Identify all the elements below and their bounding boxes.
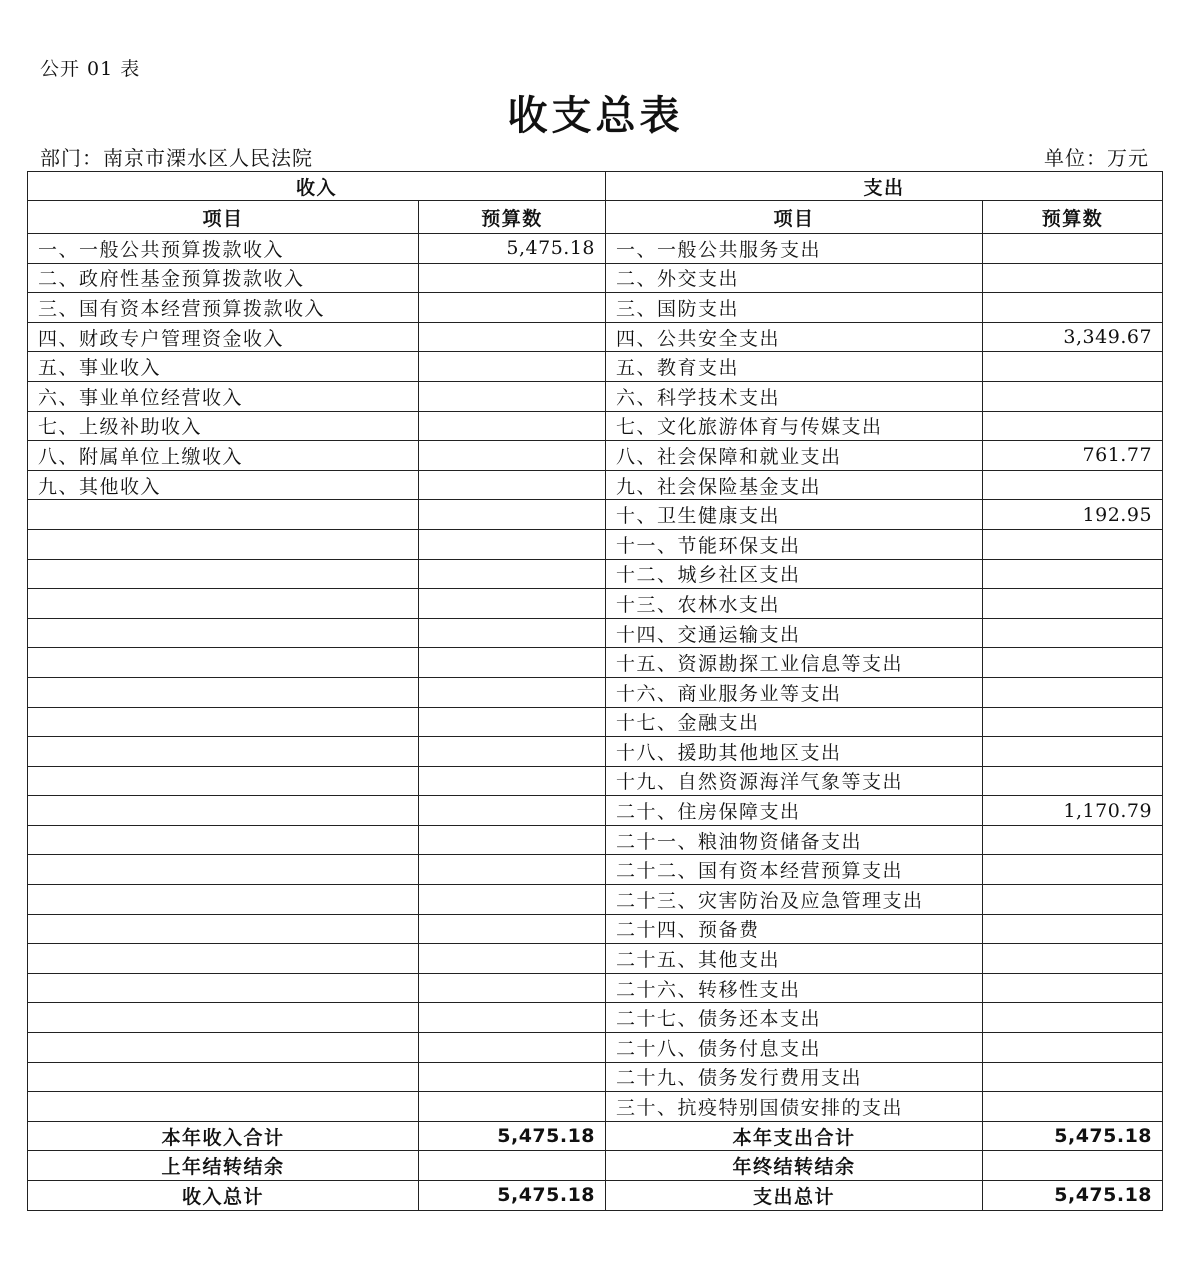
expense-item-cell: 二十四、预备费 — [606, 914, 983, 944]
table-row — [28, 470, 1163, 500]
expense-item-cell: 二十、住房保障支出 — [606, 796, 983, 826]
column-header-row — [28, 201, 1163, 234]
expense-item-cell: 八、社会保障和就业支出 — [606, 441, 983, 471]
expense-value-cell — [983, 263, 1163, 293]
income-value-cell — [419, 1092, 606, 1122]
income-item-cell — [28, 737, 419, 767]
expense-item-cell: 二、外交支出 — [606, 263, 983, 293]
expense-item-cell: 十五、资源勘探工业信息等支出 — [606, 648, 983, 678]
expense-value-cell — [983, 855, 1163, 885]
expense-value-cell — [983, 677, 1163, 707]
expense-item-header: 项目 — [606, 201, 983, 234]
total-row — [28, 1121, 1163, 1151]
expense-item-cell: 二十七、债务还本支出 — [606, 1003, 983, 1033]
income-value-cell — [419, 293, 606, 323]
income-item-cell — [28, 855, 419, 885]
expense-item-cell: 十三、农林水支出 — [606, 589, 983, 619]
table-row — [28, 589, 1163, 619]
table-row — [28, 322, 1163, 352]
total-row — [28, 1151, 1163, 1181]
expense-item-cell: 二十二、国有资本经营预算支出 — [606, 855, 983, 885]
income-value-cell — [419, 352, 606, 382]
income-item-cell — [28, 589, 419, 619]
income-item-cell: 二、政府性基金预算拨款收入 — [28, 263, 419, 293]
income-item-cell: 三、国有资本经营预算拨款收入 — [28, 293, 419, 323]
expense-item-cell: 三、国防支出 — [606, 293, 983, 323]
income-total-value: 5,475.18 — [419, 1121, 606, 1151]
table-row — [28, 648, 1163, 678]
table-row — [28, 234, 1163, 264]
group-header-row — [28, 172, 1163, 201]
income-total-label: 本年收入合计 — [28, 1121, 419, 1151]
form-number: 公开 01 表 — [40, 58, 141, 80]
income-value-cell — [419, 441, 606, 471]
income-value-cell — [419, 500, 606, 530]
income-item-cell — [28, 1033, 419, 1063]
income-value-cell — [419, 885, 606, 915]
expense-value-cell — [983, 529, 1163, 559]
income-item-cell — [28, 973, 419, 1003]
expense-group-header: 支出 — [606, 172, 1163, 201]
income-value-cell — [419, 766, 606, 796]
table-row — [28, 973, 1163, 1003]
income-value-cell — [419, 707, 606, 737]
expense-total-value — [983, 1151, 1163, 1181]
income-value-cell — [419, 973, 606, 1003]
expense-value-cell — [983, 737, 1163, 767]
income-value-cell — [419, 944, 606, 974]
expense-item-cell: 九、社会保险基金支出 — [606, 470, 983, 500]
income-item-cell: 一、一般公共预算拨款收入 — [28, 234, 419, 264]
income-item-cell — [28, 500, 419, 530]
income-value-cell — [419, 796, 606, 826]
expense-value-cell — [983, 648, 1163, 678]
income-value-cell — [419, 914, 606, 944]
expense-value-cell — [983, 973, 1163, 1003]
expense-value-cell — [983, 234, 1163, 264]
expense-item-cell: 十一、节能环保支出 — [606, 529, 983, 559]
expense-value-cell — [983, 1092, 1163, 1122]
income-value-cell — [419, 1003, 606, 1033]
budget-summary-table — [27, 171, 1163, 1211]
expense-value-cell — [983, 352, 1163, 382]
expense-item-cell: 二十六、转移性支出 — [606, 973, 983, 1003]
expense-value-cell — [983, 470, 1163, 500]
income-value-cell — [419, 737, 606, 767]
table-row — [28, 1062, 1163, 1092]
table-row — [28, 796, 1163, 826]
table-row — [28, 766, 1163, 796]
expense-item-cell: 十九、自然资源海洋气象等支出 — [606, 766, 983, 796]
income-item-cell: 八、附属单位上缴收入 — [28, 441, 419, 471]
expense-value-cell — [983, 559, 1163, 589]
expense-value-cell — [983, 293, 1163, 323]
table-row — [28, 411, 1163, 441]
expense-value-cell: 192.95 — [983, 500, 1163, 530]
income-value-cell — [419, 618, 606, 648]
income-total-label: 上年结转结余 — [28, 1151, 419, 1181]
table-row — [28, 885, 1163, 915]
income-value-cell: 5,475.18 — [419, 234, 606, 264]
income-item-cell — [28, 648, 419, 678]
income-item-cell — [28, 529, 419, 559]
table-row — [28, 559, 1163, 589]
expense-item-cell: 二十八、债务付息支出 — [606, 1033, 983, 1063]
expense-item-cell: 二十三、灾害防治及应急管理支出 — [606, 885, 983, 915]
income-value-cell — [419, 855, 606, 885]
income-item-cell — [28, 796, 419, 826]
income-value-cell — [419, 529, 606, 559]
expense-total-value: 5,475.18 — [983, 1121, 1163, 1151]
expense-item-cell: 二十一、粮油物资储备支出 — [606, 825, 983, 855]
expense-item-cell: 七、文化旅游体育与传媒支出 — [606, 411, 983, 441]
table-row — [28, 737, 1163, 767]
table-row — [28, 677, 1163, 707]
expense-value-cell — [983, 766, 1163, 796]
table-body — [28, 234, 1163, 1122]
income-value-cell — [419, 648, 606, 678]
income-item-cell: 六、事业单位经营收入 — [28, 381, 419, 411]
income-value-cell — [419, 559, 606, 589]
expense-total-label: 支出总计 — [606, 1181, 983, 1211]
income-item-cell — [28, 618, 419, 648]
income-total-value — [419, 1151, 606, 1181]
table-row — [28, 1033, 1163, 1063]
income-value-cell — [419, 1033, 606, 1063]
income-item-cell — [28, 707, 419, 737]
income-value-cell — [419, 322, 606, 352]
income-value-cell — [419, 677, 606, 707]
table-row — [28, 263, 1163, 293]
income-item-cell — [28, 1003, 419, 1033]
income-budget-header: 预算数 — [419, 201, 606, 234]
income-total-label: 收入总计 — [28, 1181, 419, 1211]
expense-value-cell — [983, 707, 1163, 737]
table-row — [28, 441, 1163, 471]
expense-item-cell: 二十九、债务发行费用支出 — [606, 1062, 983, 1092]
income-value-cell — [419, 263, 606, 293]
expense-value-cell — [983, 825, 1163, 855]
income-item-cell — [28, 944, 419, 974]
expense-value-cell: 1,170.79 — [983, 796, 1163, 826]
income-item-cell — [28, 1092, 419, 1122]
table-row — [28, 618, 1163, 648]
expense-item-cell: 十、卫生健康支出 — [606, 500, 983, 530]
expense-value-cell — [983, 944, 1163, 974]
expense-item-cell: 十七、金融支出 — [606, 707, 983, 737]
income-item-cell — [28, 914, 419, 944]
table-row — [28, 855, 1163, 885]
expense-total-label: 年终结转结余 — [606, 1151, 983, 1181]
income-value-cell — [419, 825, 606, 855]
total-row — [28, 1181, 1163, 1211]
income-item-cell — [28, 766, 419, 796]
table-row — [28, 529, 1163, 559]
expense-budget-header: 预算数 — [983, 201, 1163, 234]
income-item-cell: 四、财政专户管理资金收入 — [28, 322, 419, 352]
income-item-cell — [28, 1062, 419, 1092]
expense-value-cell — [983, 1003, 1163, 1033]
table-row — [28, 352, 1163, 382]
income-item-cell: 五、事业收入 — [28, 352, 419, 382]
expense-item-cell: 十二、城乡社区支出 — [606, 559, 983, 589]
expense-total-label: 本年支出合计 — [606, 1121, 983, 1151]
expense-value-cell — [983, 1033, 1163, 1063]
expense-value-cell — [983, 411, 1163, 441]
expense-item-cell: 六、科学技术支出 — [606, 381, 983, 411]
expense-item-cell: 一、一般公共服务支出 — [606, 234, 983, 264]
income-item-cell — [28, 559, 419, 589]
table-row — [28, 707, 1163, 737]
income-item-cell: 九、其他收入 — [28, 470, 419, 500]
income-item-cell: 七、上级补助收入 — [28, 411, 419, 441]
expense-item-cell: 十六、商业服务业等支出 — [606, 677, 983, 707]
expense-value-cell: 3,349.67 — [983, 322, 1163, 352]
income-value-cell — [419, 470, 606, 500]
table-row — [28, 825, 1163, 855]
expense-value-cell — [983, 914, 1163, 944]
table-row — [28, 1092, 1163, 1122]
expense-value-cell — [983, 381, 1163, 411]
expense-item-cell: 四、公共安全支出 — [606, 322, 983, 352]
table-row — [28, 500, 1163, 530]
income-value-cell — [419, 381, 606, 411]
expense-value-cell — [983, 885, 1163, 915]
unit-label: 单位：万元 — [1044, 146, 1149, 170]
income-total-value: 5,475.18 — [419, 1181, 606, 1211]
expense-item-cell: 三十、抗疫特别国债安排的支出 — [606, 1092, 983, 1122]
income-item-cell — [28, 825, 419, 855]
income-value-cell — [419, 411, 606, 441]
expense-item-cell: 二十五、其他支出 — [606, 944, 983, 974]
expense-item-cell: 十八、援助其他地区支出 — [606, 737, 983, 767]
expense-value-cell — [983, 618, 1163, 648]
expense-total-value: 5,475.18 — [983, 1181, 1163, 1211]
table-row — [28, 914, 1163, 944]
table-row — [28, 381, 1163, 411]
expense-value-cell — [983, 1062, 1163, 1092]
expense-item-cell: 十四、交通运输支出 — [606, 618, 983, 648]
table-row — [28, 944, 1163, 974]
income-group-header: 收入 — [28, 172, 606, 201]
expense-item-cell: 五、教育支出 — [606, 352, 983, 382]
income-value-cell — [419, 1062, 606, 1092]
income-item-header: 项目 — [28, 201, 419, 234]
table-row — [28, 293, 1163, 323]
expense-value-cell — [983, 589, 1163, 619]
income-item-cell — [28, 677, 419, 707]
income-value-cell — [419, 589, 606, 619]
expense-value-cell: 761.77 — [983, 441, 1163, 471]
table-totals — [28, 1121, 1163, 1210]
page-title: 收支总表 — [507, 93, 684, 139]
department-label: 部门：南京市溧水区人民法院 — [40, 146, 313, 170]
table-row — [28, 1003, 1163, 1033]
income-item-cell — [28, 885, 419, 915]
